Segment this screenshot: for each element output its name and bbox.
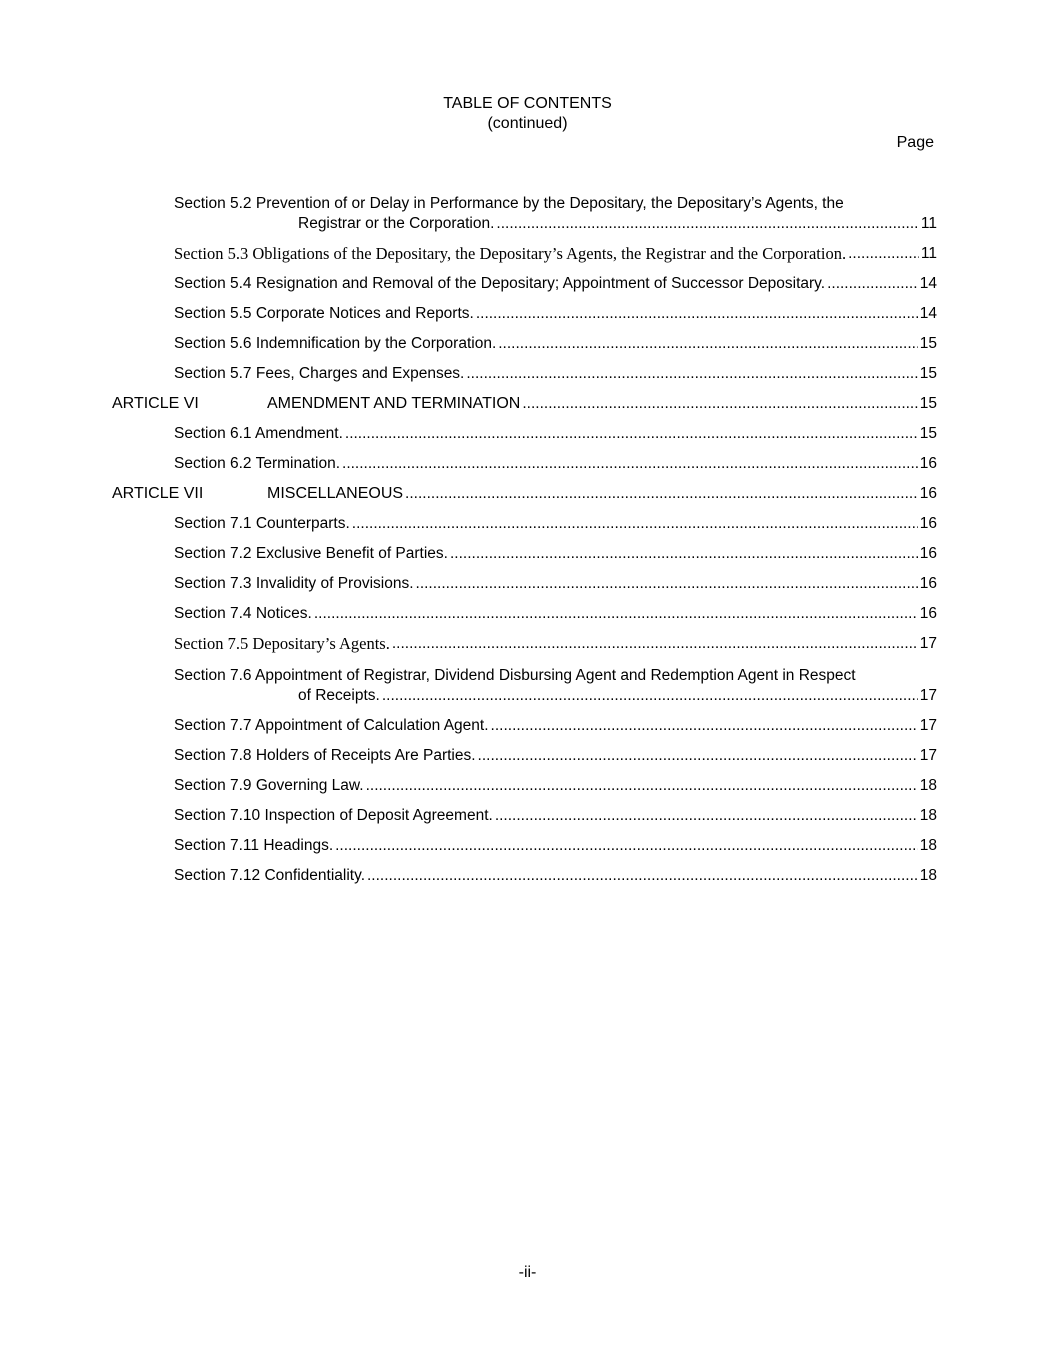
toc-article-vi[interactable] (112, 394, 937, 414)
toc-entry-text: Section 7.6 Appointment of Registrar, Dividend Disbursing Agent and Redemption Agent in Respect (174, 667, 856, 684)
dot-leader (478, 746, 918, 766)
toc-entry-text: Section 6.2 Termination. (174, 455, 341, 472)
toc-entry-7-3[interactable] (174, 574, 937, 594)
toc-page-number: 15 (919, 395, 937, 412)
dot-leader (491, 716, 918, 736)
toc-entry-7-5[interactable] (174, 634, 937, 654)
toc-entry-text: Section 7.10 Inspection of Deposit Agreement. (174, 807, 493, 824)
article-number: ARTICLE VII (112, 485, 204, 502)
toc-page-number: 11 (920, 245, 937, 262)
toc-page-number: 18 (919, 867, 937, 884)
toc-entry-6-2[interactable] (174, 454, 937, 474)
toc-entry-text: Section 5.5 Corporate Notices and Reports. (174, 305, 474, 322)
toc-page-number: 17 (919, 747, 937, 764)
toc-page-number: 16 (919, 545, 937, 562)
dot-leader (848, 244, 919, 264)
article-number: ARTICLE VI (112, 395, 199, 412)
toc-entry-7-11[interactable] (174, 836, 937, 856)
toc-page-number: 16 (919, 515, 937, 532)
dot-leader (450, 544, 918, 564)
toc-entry-7-10[interactable] (174, 806, 937, 826)
toc-page-number: 16 (919, 575, 937, 592)
toc-entry-text: Section 5.3 Obligations of the Depositary, the Depositary’s Agents, the Registrar and the Corporation. (174, 244, 847, 263)
page-title: TABLE OF CONTENTS (443, 95, 612, 112)
page-number-footer: -ii- (518, 1264, 537, 1281)
dot-leader (466, 364, 917, 384)
dot-leader (382, 686, 918, 706)
toc-entry-7-9[interactable] (174, 776, 937, 796)
dot-leader (335, 836, 918, 856)
article-title: AMENDMENT AND TERMINATION (267, 395, 521, 412)
dot-leader (827, 274, 918, 294)
toc-entry-7-2[interactable] (174, 544, 937, 564)
toc-entry-text: Section 7.2 Exclusive Benefit of Parties. (174, 545, 448, 562)
toc-entry-text: Section 7.8 Holders of Receipts Are Parties. (174, 747, 476, 764)
toc-page-number: 15 (919, 335, 937, 352)
toc-page-number: 16 (919, 485, 937, 502)
toc-entry-5-7[interactable] (174, 364, 937, 384)
toc-entry-text-continued: of Receipts. (298, 687, 380, 704)
toc-entry-text: Section 7.1 Counterparts. (174, 515, 350, 532)
toc-entry-7-12[interactable] (174, 866, 937, 886)
toc-entry-6-1[interactable] (174, 424, 937, 444)
toc-page-number: 17 (919, 717, 937, 734)
dot-leader (522, 394, 917, 414)
toc-page-number: 17 (919, 635, 937, 652)
toc-entry-text: Section 7.4 Notices. (174, 605, 312, 622)
toc-page-number: 15 (919, 425, 937, 442)
toc-entry-text: Section 5.6 Indemnification by the Corporation. (174, 335, 497, 352)
toc-entry-7-6[interactable] (174, 666, 937, 706)
toc-page-number: 11 (920, 215, 937, 232)
dot-leader (366, 776, 918, 796)
dot-leader (495, 806, 918, 826)
dot-leader (352, 514, 918, 534)
toc-entry-5-2[interactable] (174, 194, 937, 234)
toc-entry-7-4[interactable] (174, 604, 937, 624)
dot-leader (496, 214, 918, 234)
toc-entry-7-1[interactable] (174, 514, 937, 534)
dot-leader (367, 866, 918, 886)
dot-leader (342, 454, 918, 474)
toc-article-vii[interactable] (112, 484, 937, 504)
dot-leader (392, 634, 918, 654)
dot-leader (498, 334, 918, 354)
toc-entry-5-6[interactable] (174, 334, 937, 354)
toc-page-number: 15 (919, 365, 937, 382)
toc-entry-text: Section 7.7 Appointment of Calculation Agent. (174, 717, 489, 734)
toc-page-number: 14 (919, 275, 937, 292)
toc-page-number: 18 (919, 777, 937, 794)
toc-entry-text: Section 5.2 Prevention of or Delay in Performance by the Depositary, the Depositary’s Agents, the (174, 195, 844, 212)
toc-entry-text: Section 7.5 Depositary’s Agents. (174, 634, 390, 653)
toc-page-number: 18 (919, 807, 937, 824)
toc-page-number: 16 (919, 455, 937, 472)
page-subtitle: (continued) (487, 115, 568, 132)
dot-leader (314, 604, 918, 624)
toc-page-number: 14 (919, 305, 937, 322)
dot-leader (476, 304, 918, 324)
toc-entry-7-7[interactable] (174, 716, 937, 736)
toc-entry-text: Section 5.4 Resignation and Removal of the Depositary; Appointment of Successor Depositary. (174, 275, 826, 292)
toc-header (0, 94, 1055, 134)
toc-entry-7-8[interactable] (174, 746, 937, 766)
toc-entry-text: Section 7.11 Headings. (174, 837, 334, 854)
toc-entry-text: Section 5.7 Fees, Charges and Expenses. (174, 365, 465, 382)
dot-leader (416, 574, 918, 594)
toc-entry-5-5[interactable] (174, 304, 937, 324)
toc-page-number: 17 (919, 687, 937, 704)
toc-page-number: 16 (919, 605, 937, 622)
toc-entry-5-4[interactable] (174, 274, 937, 294)
toc-page-number: 18 (919, 837, 937, 854)
toc-entry-text: Section 6.1 Amendment. (174, 425, 343, 442)
dot-leader (345, 424, 918, 444)
page-column-label: Page (896, 134, 934, 151)
toc-entry-text: Section 7.3 Invalidity of Provisions. (174, 575, 414, 592)
toc-entry-text: Section 7.12 Confidentiality. (174, 867, 365, 884)
toc-entry-5-3[interactable] (174, 244, 937, 264)
article-title: MISCELLANEOUS (267, 485, 404, 502)
toc-entry-text: Section 7.9 Governing Law. (174, 777, 364, 794)
toc-entry-text-continued: Registrar or the Corporation. (298, 215, 495, 232)
dot-leader (405, 484, 918, 504)
